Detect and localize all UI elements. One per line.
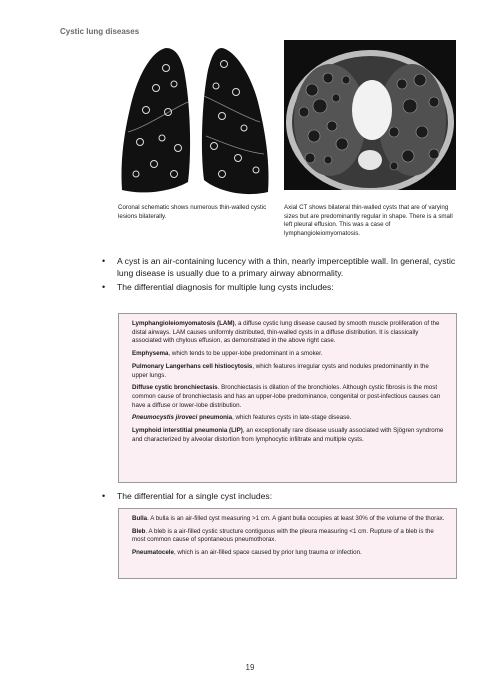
left-figure-caption: Coronal schematic shows numerous thin-walled cystic lesions bilaterally. bbox=[118, 204, 267, 220]
entry-pneumatocele: Pneumatocele, which is an air-filled space caused by prior lung trauma or infection. bbox=[132, 549, 362, 557]
page-number: 19 bbox=[245, 663, 255, 672]
axial-ct-image bbox=[284, 40, 456, 190]
bullet-item: • The differential diagnosis for multiple lung cysts includes: bbox=[102, 281, 334, 292]
right-figure-caption: Axial CT shows bilateral thin-walled cysts that are of varying sizes but are predominantly regular in shape. There is a small left pleural effusion. This was a case of lymphangioleiomyomatosis. bbox=[284, 204, 453, 237]
entry-lip: Lymphoid interstitial pneumonia (LIP), an exceptionally rare disease usually associated with Sjögren syndrome and characterized by alveolar distortion from lymphocytic infiltrate and multiple cysts. bbox=[132, 427, 444, 443]
single-cyst-bullet: • The differential for a single cyst includes: bbox=[102, 491, 273, 501]
entry-bleb: Bleb. A bleb is a air-filled cystic structure contiguous with the pleura measuring <1 cm. Rupture of a bleb is the most common cause of spontaneous pneumothorax. bbox=[132, 527, 434, 544]
entry-bronchiectasis: Diffuse cystic bronchiectasis. Bronchiectasis is dilation of the bronchioles. Although cystic fibrosis is the most common cause of bronchiectasis and has an upper-lobe predominance, congenital or post-infectious causes can have a diffuse or lower-lobe distribution. bbox=[132, 384, 441, 409]
entry-emphysema: Emphysema, which tends to be upper-lobe predominant in a smoker. bbox=[132, 350, 323, 358]
running-title: Cystic lung diseases bbox=[60, 27, 140, 36]
entry-lam: Lymphangioleiomyomatosis (LAM), a diffuse cystic lung disease caused by smooth muscle proliferation of the distal airways. LAM causes uniformly distributed, thin-walled cysts in a diffuse distribution. It is classically associated with chylous effusion, as demonstrated in the above right case. bbox=[132, 320, 440, 345]
coronal-schematic-image bbox=[118, 40, 273, 202]
single-cyst-box bbox=[118, 508, 457, 579]
intro-bullet-list bbox=[100, 256, 460, 295]
multiple-cysts-box bbox=[118, 313, 457, 483]
right-lung-shape bbox=[121, 48, 190, 192]
bullet-item: • A cyst is an air-containing lucency with a thin, nearly imperceptible wall. In general, cystic lung disease is usually due to a primary airway abnormality. bbox=[102, 256, 456, 278]
entry-plch: Pulmonary Langerhans cell histiocytosis, which features irregular cysts and nodules predominantly in the upper lungs. bbox=[132, 362, 429, 379]
entry-pcp: Pneumocystis jiroveci pneumonia, which features cysts in late-stage disease. bbox=[132, 414, 352, 422]
entry-bulla: Bulla. A bulla is an air-filled cyst measuring >1 cm. A giant bulla occupies at least 30% of the volume of the thorax. bbox=[132, 515, 445, 522]
